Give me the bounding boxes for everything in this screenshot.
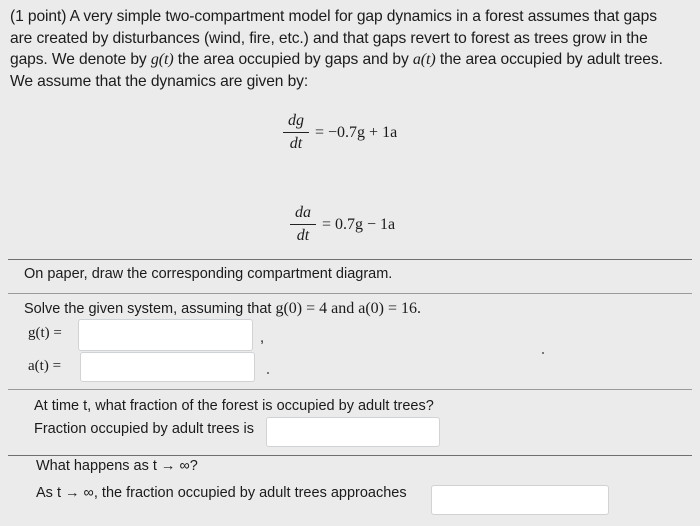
problem-statement [10, 6, 695, 92]
fraction-input[interactable] [267, 418, 439, 446]
equation-rhs-2: = 0.7g − 1a [322, 215, 396, 233]
speck [267, 372, 269, 374]
equation-rhs-1: = −0.7g + 1a [315, 123, 398, 141]
limit-input[interactable] [432, 486, 608, 514]
part-fraction-question: At time t, what fraction of the forest is occupied by adult trees? [34, 398, 434, 414]
a-t-answer-box[interactable] [80, 352, 255, 382]
divider [8, 293, 692, 294]
fraction-dg-dt: $\frac{dg}{dt}$ [283, 112, 309, 153]
fraction-da-dt: $\frac{da}{dt}$ [290, 204, 316, 245]
divider [8, 259, 692, 260]
part-fraction-label: Fraction occupied by adult trees is [34, 421, 255, 437]
part-limit-question: What happens as t → ∞? [36, 458, 198, 474]
divider [8, 455, 692, 456]
limit-answer-box[interactable] [431, 485, 609, 515]
g-t-answer-box[interactable] [78, 319, 253, 351]
part-solve-text: Solve the given system, assuming that g(0) = 4 and a(0) = 16. [24, 300, 422, 317]
intro-line-3: gaps. We denote by g(t) the area occupied by gaps and by a(t) the area occupied by adult trees. [10, 51, 663, 68]
intro-line-1: (1 point) A very simple two-compartment model for gap dynamics in a forest assumes that gaps [10, 8, 657, 25]
equation-dg-dt [283, 112, 397, 153]
a-t-label: a(t) = [28, 358, 62, 374]
g-t-input[interactable] [79, 320, 252, 350]
a-t-input[interactable] [81, 353, 254, 381]
fraction-answer-box[interactable] [266, 417, 440, 447]
intro-line-4: We assume that the dynamics are given by: [10, 72, 309, 90]
equation-da-dt [290, 204, 395, 245]
part-limit-label: As t → ∞, the fraction occupied by adult trees approaches [36, 485, 407, 501]
divider [8, 389, 692, 390]
part-diagram-text: On paper, draw the corresponding compartment diagram. [24, 266, 393, 282]
g-t-label: g(t) = [28, 325, 62, 341]
separator-comma: , [260, 330, 265, 346]
speck [542, 352, 544, 354]
intro-line-2: are created by disturbances (wind, fire, etc.) and that gaps revert to forest as trees grow in the [10, 29, 648, 47]
